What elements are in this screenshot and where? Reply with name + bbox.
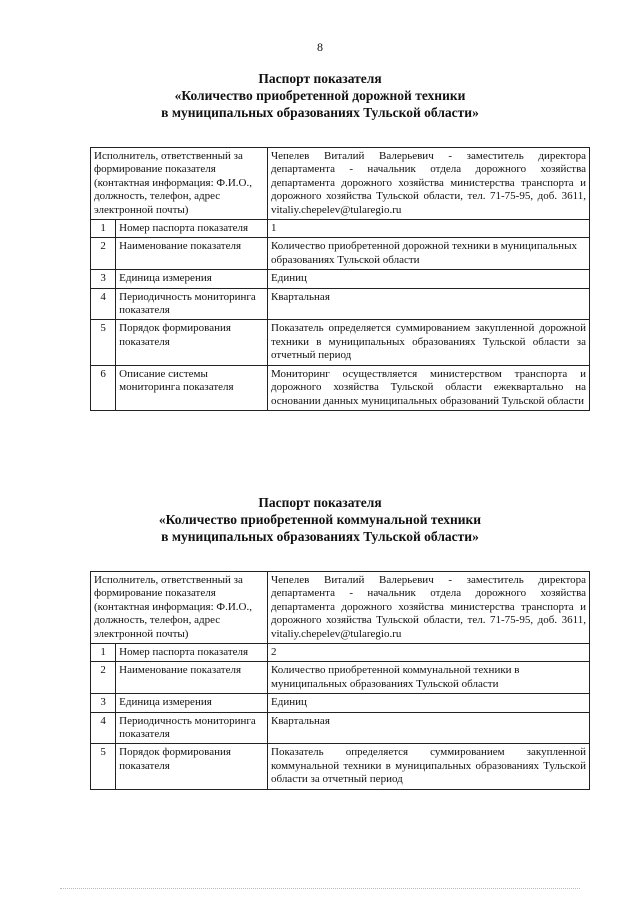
page-number: 8 [317,40,323,54]
row-label: Периодичность мониторинга показателя [116,712,268,744]
row-value: 2 [268,644,590,662]
table-row [91,220,590,238]
table-row [91,288,590,320]
row-label: Единица измерения [116,270,268,288]
executor-value: Чепелев Виталий Валерьевич - заместитель директора департамента - начальник отдела дорожного хозяйства департамента дорожного хозяйства министерства транспорта и дорожного хозяйства Тульской области, тел. 71-75-95, доб. 3611, vitaliy.chepelev@tularegio.ru [268,572,590,644]
passport-2-title [0,494,640,545]
row-value: Квартальная [268,288,590,320]
executor-value: Чепелев Виталий Валерьевич - заместитель директора департамента - начальник отдела дорожного хозяйства департамента дорожного хозяйства министерства транспорта и дорожного хозяйства Тульской области, тел. 71-75-95, доб. 3611, vitaliy.chepelev@tularegio.ru [268,148,590,220]
table-row [91,572,590,644]
passport-1-title [0,70,640,121]
passport-1-title-line-3: в муниципальных образованиях Тульской области» [161,105,479,120]
table-row [91,712,590,744]
row-number: 4 [91,712,116,744]
table-row [91,270,590,288]
row-value: Количество приобретенной коммунальной техники в муниципальных образованиях Тульской области [268,662,590,694]
row-value: Квартальная [268,712,590,744]
passport-1-title-line-2: «Количество приобретенной дорожной техники [174,88,466,103]
row-number: 5 [91,320,116,365]
row-value: Мониторинг осуществляется министерством транспорта и дорожного хозяйства Тульской области ежеквартально на основании данных муниципальных образований Тульской области [268,365,590,410]
row-number: 3 [91,270,116,288]
passport-2-title-line-1: Паспорт показателя [258,495,382,510]
passport-2-table [90,571,590,790]
table-row [91,238,590,270]
table-row [91,744,590,789]
row-number: 6 [91,365,116,410]
row-label: Номер паспорта показателя [116,220,268,238]
table-row [91,365,590,410]
passport-1-title-line-1: Паспорт показателя [258,71,382,86]
row-label: Описание системы мониторинга показателя [116,365,268,410]
row-value: Количество приобретенной дорожной техники в муниципальных образованиях Тульской области [268,238,590,270]
executor-label: Исполнитель, ответственный за формирование показателя (контактная информация: Ф.И.О., должность, телефон, адрес электронной почты) [91,148,268,220]
row-number: 1 [91,220,116,238]
row-number: 3 [91,694,116,712]
row-number: 1 [91,644,116,662]
executor-label: Исполнитель, ответственный за формирование показателя (контактная информация: Ф.И.О., должность, телефон, адрес электронной почты) [91,572,268,644]
table-row [91,644,590,662]
passport-2-title-line-2: «Количество приобретенной коммунальной техники [158,512,482,527]
row-value: Показатель определяется суммированием закупленной дорожной техники в муниципальных образованиях Тульской области за отчетный период [268,320,590,365]
row-label: Единица измерения [116,694,268,712]
row-label: Периодичность мониторинга показателя [116,288,268,320]
row-label: Наименование показателя [116,238,268,270]
passport-1-table [90,147,590,411]
passport-2-title-line-3: в муниципальных образованиях Тульской области» [161,529,479,544]
row-label: Номер паспорта показателя [116,644,268,662]
row-number: 4 [91,288,116,320]
table-row [91,320,590,365]
page-bottom-divider [60,888,580,890]
row-label: Наименование показателя [116,662,268,694]
row-label: Порядок формирования показателя [116,320,268,365]
row-value: Единиц [268,270,590,288]
row-value: Единиц [268,694,590,712]
row-label: Порядок формирования показателя [116,744,268,789]
row-number: 5 [91,744,116,789]
row-value: Показатель определяется суммированием закупленной коммунальной техники в муниципальных образованиях Тульской области за отчетный период [268,744,590,789]
table-row [91,662,590,694]
row-number: 2 [91,662,116,694]
row-number: 2 [91,238,116,270]
table-row [91,694,590,712]
table-row [91,148,590,220]
row-value: 1 [268,220,590,238]
